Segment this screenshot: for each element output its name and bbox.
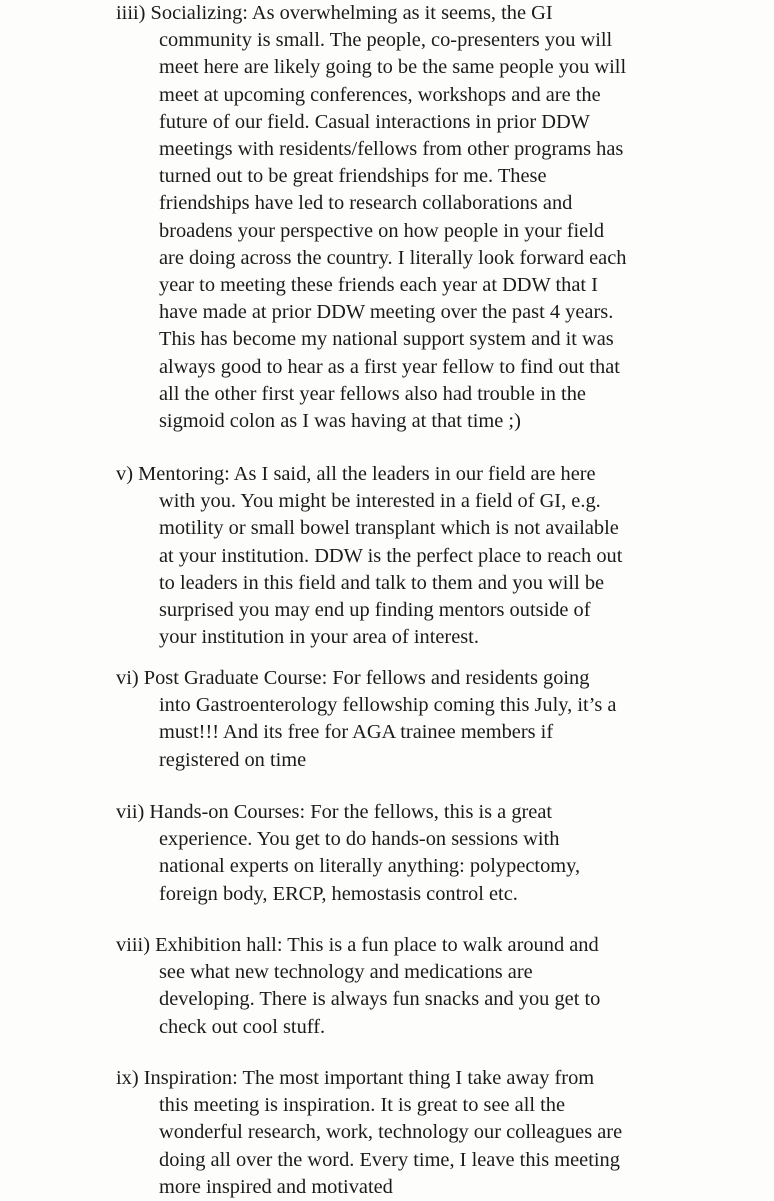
section-post-graduate-course xyxy=(116,665,756,774)
section-inspiration xyxy=(116,1065,756,1201)
text-line: meet at upcoming conferences, workshops and are the xyxy=(159,83,601,106)
text-line: national experts on literally anything: polypectomy, xyxy=(159,855,581,878)
text-line: more inspired and motivated xyxy=(159,1175,393,1198)
text-line: vi) Post Graduate Course: For fellows and residents going xyxy=(116,667,590,689)
text-line: this meeting is inspiration. It is great to see all the xyxy=(159,1094,566,1117)
text-line: experience. You get to do hands-on sessions with xyxy=(159,828,560,851)
text-line: sigmoid colon as I was having at that time ;) xyxy=(159,410,521,433)
text-line: meetings with residents/fellows from other programs has xyxy=(159,138,624,161)
text-line: check out cool stuff. xyxy=(159,1015,326,1038)
text-line: must!!! And its free for AGA trainee members if xyxy=(159,721,554,744)
text-line: see what new technology and medications are xyxy=(159,961,533,984)
text-line: all the other first year fellows also had trouble in the xyxy=(159,382,586,405)
section-exhibition-hall xyxy=(116,932,756,1041)
text-line: vii) Hands-on Courses: For the fellows, this is a great xyxy=(116,801,553,823)
text-line: friendships have led to research collaborations and xyxy=(159,192,573,215)
text-line: always good to hear as a first year fellow to find out that xyxy=(159,355,620,378)
text-line: foreign body, ERCP, hemostasis control etc. xyxy=(159,882,518,905)
text-line: iiii) Socializing: As overwhelming as it seems, the GI xyxy=(116,2,553,24)
text-line: with you. You might be interested in a field of GI, e.g. xyxy=(159,490,601,513)
text-line: year to meeting these friends each year at DDW that I xyxy=(159,274,598,297)
text-line: motility or small bowel transplant which is not available xyxy=(159,517,619,540)
section-mentoring xyxy=(116,461,756,651)
text-line: v) Mentoring: As I said, all the leaders in our field are here xyxy=(116,463,596,485)
text-line: your institution in your area of interest. xyxy=(159,626,479,649)
text-line: are doing across the country. I literally look forward each xyxy=(159,246,627,269)
text-line: have made at prior DDW meeting over the past 4 years. xyxy=(159,301,614,324)
section-socializing xyxy=(116,0,756,435)
section-hands-on-courses xyxy=(116,799,756,908)
text-line: registered on time xyxy=(159,748,307,771)
text-line: meet here are likely going to be the same people you will xyxy=(159,56,627,79)
text-line: ix) Inspiration: The most important thing I take away from xyxy=(116,1067,595,1089)
text-line: developing. There is always fun snacks and you get to xyxy=(159,988,601,1011)
text-line: wonderful research, work, technology our colleagues are xyxy=(159,1121,623,1144)
text-line: viii) Exhibition hall: This is a fun place to walk around and xyxy=(116,934,599,956)
text-line: at your institution. DDW is the perfect place to reach out xyxy=(159,544,623,567)
text-line: This has become my national support system and it was xyxy=(159,328,614,351)
text-line: broadens your perspective on how people in your field xyxy=(159,219,605,242)
text-line: into Gastroenterology fellowship coming this July, it’s a xyxy=(159,694,617,717)
text-line: to leaders in this field and talk to them and you will be xyxy=(159,571,605,594)
text-line: surprised you may end up finding mentors outside of xyxy=(159,599,591,622)
text-line: turned out to be great friendships for me. These xyxy=(159,165,547,188)
text-line: future of our field. Casual interactions in prior DDW xyxy=(159,110,590,133)
text-line: doing all over the word. Every time, I leave this meeting xyxy=(159,1148,620,1171)
text-line: community is small. The people, co-presenters you will xyxy=(159,29,613,52)
